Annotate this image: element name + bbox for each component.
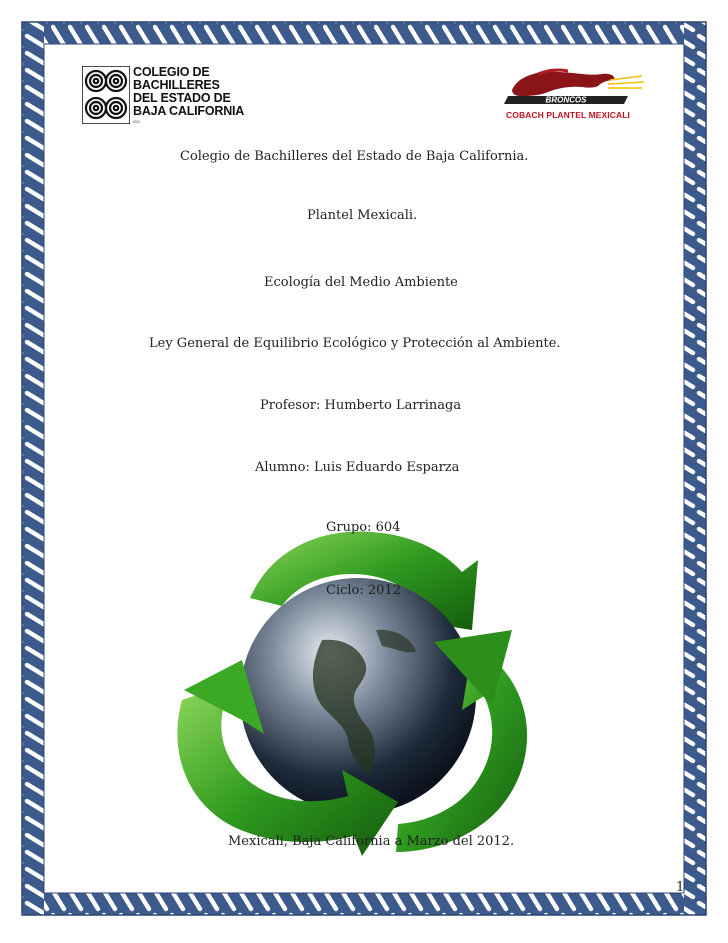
topic-line: Ley General de Equilibrio Ecológico y Protección al Ambiente. (149, 336, 561, 351)
cobach-logo (82, 65, 245, 124)
cycle-line: Ciclo: 2012 (326, 583, 401, 598)
broncos-logo (498, 66, 646, 126)
teacher-line: Profesor: Humberto Larrinaga (260, 398, 462, 413)
bronco-horse-icon (498, 66, 646, 110)
page-number: 1 (676, 880, 685, 895)
logo-line-2: BACHILLERES (133, 78, 220, 92)
place-date-line: Mexicali, Baja California a Marzo del 2012. (228, 834, 515, 849)
campus-line: Plantel Mexicali. (307, 208, 418, 223)
subject-line: Ecología del Medio Ambiente (264, 275, 458, 290)
logo-line-1: COLEGIO DE (133, 65, 210, 79)
campus-caption: COBACH PLANTEL MEXICALI (506, 110, 630, 120)
recycle-globe-image (172, 520, 544, 860)
institution-line: Colegio de Bachilleres del Estado de Baja California. (180, 149, 529, 164)
cobach-emblem-icon (82, 66, 130, 124)
group-line: Grupo: 604 (326, 520, 401, 535)
cobach-logo-text (133, 66, 244, 118)
logo-line-3: DEL ESTADO DE (133, 91, 231, 105)
logo-line-4: BAJA CALIFORNIA (133, 104, 245, 118)
broncos-wordmark: BRONCOS (545, 95, 587, 105)
student-line: Alumno: Luis Eduardo Esparza (255, 460, 460, 475)
iso-mark: ISO (133, 119, 140, 124)
